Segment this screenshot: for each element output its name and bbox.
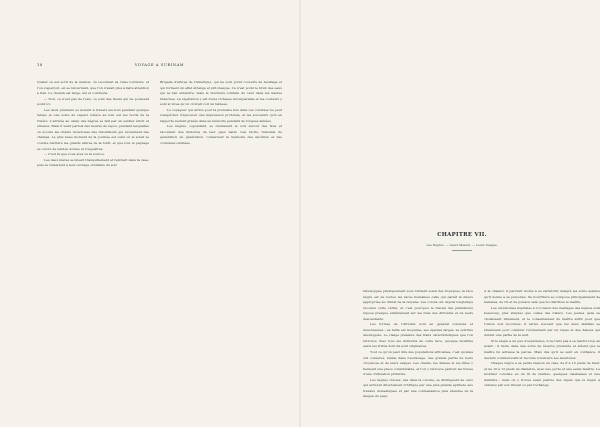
paragraph: Les cérémonies nuptiales à l'occasion des mariages des nègres sont beaucoup plus simples que celles des blancs. Les jeunes gens se choisissent librement, et le consentement du maître suffit pour que l'union soit reconnue. Il arrive souvent que les deux familles se réunissent pour célébrer l'événement par un repas et des danses qui durent une partie de la nuit. [484, 305, 600, 338]
paragraph: — Non, ce n'est pas de l'eau, ce sont des fleurs qui ne poussent point ici. [37, 96, 149, 107]
paragraph: Développée physiquement sous l'ardent soleil des tropiques, la race nègre est de toutes les races humaines celle qui paraît la mieux appropriée au climat de la Guyane. Les colons ont depuis longtemps reconnu cette vérité, et c'est pourquoi le travail des plantations repose presque entièrement sur les bras des Africains et de leurs descendants. [363, 289, 473, 321]
paragraph: Les deux mères se lèvent tranquillement et rentrent dans la case, puis se remettent à leur ouvrage ordinaire du soir. [37, 157, 149, 168]
running-head [37, 63, 282, 71]
paragraph: Les formes de l'Africain sont en général robustes et musculeuses ; sa taille est moyenne, ses épaules larges, sa poitrine développée. Le visage présente des traits caractéristiques que l'on retrouve chez tous les individus de cette race, quoique modifiés selon les tribus dont ils sont originaires. [363, 322, 473, 349]
paragraph: Le voyageur qui arrive pour la première fois dans ces contrées ne peut s'empêcher d'éprouver une impression profonde, et les souvenirs qu'il en rapporte restent gravés dans sa mémoire pendant de longues années. [160, 107, 282, 123]
paragraph: Tout ce qu'on peut dire des populations africaines, c'est qu'elles ont conservé, même dans l'esclavage, une grande partie de leurs croyances et de leurs usages. Les chants, les danses et les fêtes y tiennent une place considérable, et l'on y retrouve partout les traces d'une civilisation primitive. [363, 350, 473, 377]
chapter-title: CHAPITRE VII. [437, 232, 487, 238]
paragraph: Les nègres, cependant, se réunissent le soir autour des feux et racontent des histoires de leur pays natal. Ces récits, transmis de génération en génération, conservent la mémoire des ancêtres et des coutumes oubliées. [160, 124, 282, 146]
paragraph: Si le nègre a un peu d'expérience, il ne tient pas à se mettre trop en avant ; il reste dans une sorte de réserve prudente et attend que le maître lui adresse la parole. Mais dès qu'il se sent en confiance, il devient communicatif et raconte volontiers ses aventures. [484, 338, 600, 360]
paragraph: Brigade d'arbres de l'Amérique, qui ne sont point couverts de feuillage et qui forment un effet étrange et pittoresque. Ce n'est point le bruit des eaux qui se fait entendre, mais le murmure lointain du vent dans les hautes branches. La végétation y est d'une richesse incomparable et les couleurs y sont si vives qu'on croirait voir un tableau. [160, 80, 282, 107]
paragraph: Les deux premiers se suivent à travers les bois pendant quelque temps et une sorte de vapeur s'élève au loin sur les bords de la rivière. L'arrivée au camp des nègres se fait par un sentier étroit et sinueux. Mais il vient parfois des heures de repos, pendant lesquelles on écoute les chants monotones des travailleurs qui reviennent des champs. Le plus beau moment de la journée est celui où le soleil se couche derrière les grands arbres de la forêt, et que tout le paysage se colore de teintes dorées et rougeâtres. [37, 107, 149, 151]
paragraph: Les nègres créoles, nés dans la colonie, se distinguent de ceux qui arrivent directement d'Afrique par une plus grande aptitude aux travaux domestiques et par une connaissance plus étendue de la langue du pays. [363, 377, 473, 399]
left-column-2 [160, 80, 282, 147]
paragraph: Chaque nègre a sa petite maison en case, de 8 à 10 pieds de haut, et de 10 à 12 pieds de diamètre, avec une porte et une seule fenêtre. Le mobilier consiste en un lit de feuilles, quelques calebasses et une marmite ; mais on y trouve aussi parfois des objets que le nègre a obtenus par son travail ou par l'échange. [484, 361, 600, 388]
paragraph: Quand on est sorti de la maison, on reconnait sa vraie tournure, et l'on s'aperçoit, en se retournant, que l'on n'avait plus à faire attention à rien. Le chemin est large, uni et commode. [37, 80, 149, 96]
right-column-1 [363, 289, 473, 400]
paragraph: — C'est là que vous avez vu la source. [44, 152, 105, 157]
divider-rule [452, 250, 472, 251]
right-column-2 [484, 289, 600, 389]
page-number: 18 [37, 63, 43, 67]
chapter-subtitle: Les Nègres. — Leurs Mœurs. — Leurs Usages. [426, 243, 498, 247]
running-title: VOYAGE A SURINAM [134, 63, 185, 67]
paragraph: À la chaleur, il parvient moins à se rafraîchir, malgré les soins assidus qu'il donne à sa personne. Sa nourriture se compose principalement de bananes, de riz et de poisson salé que lui distribue le maître. [484, 289, 600, 305]
left-column-1 [37, 80, 149, 169]
